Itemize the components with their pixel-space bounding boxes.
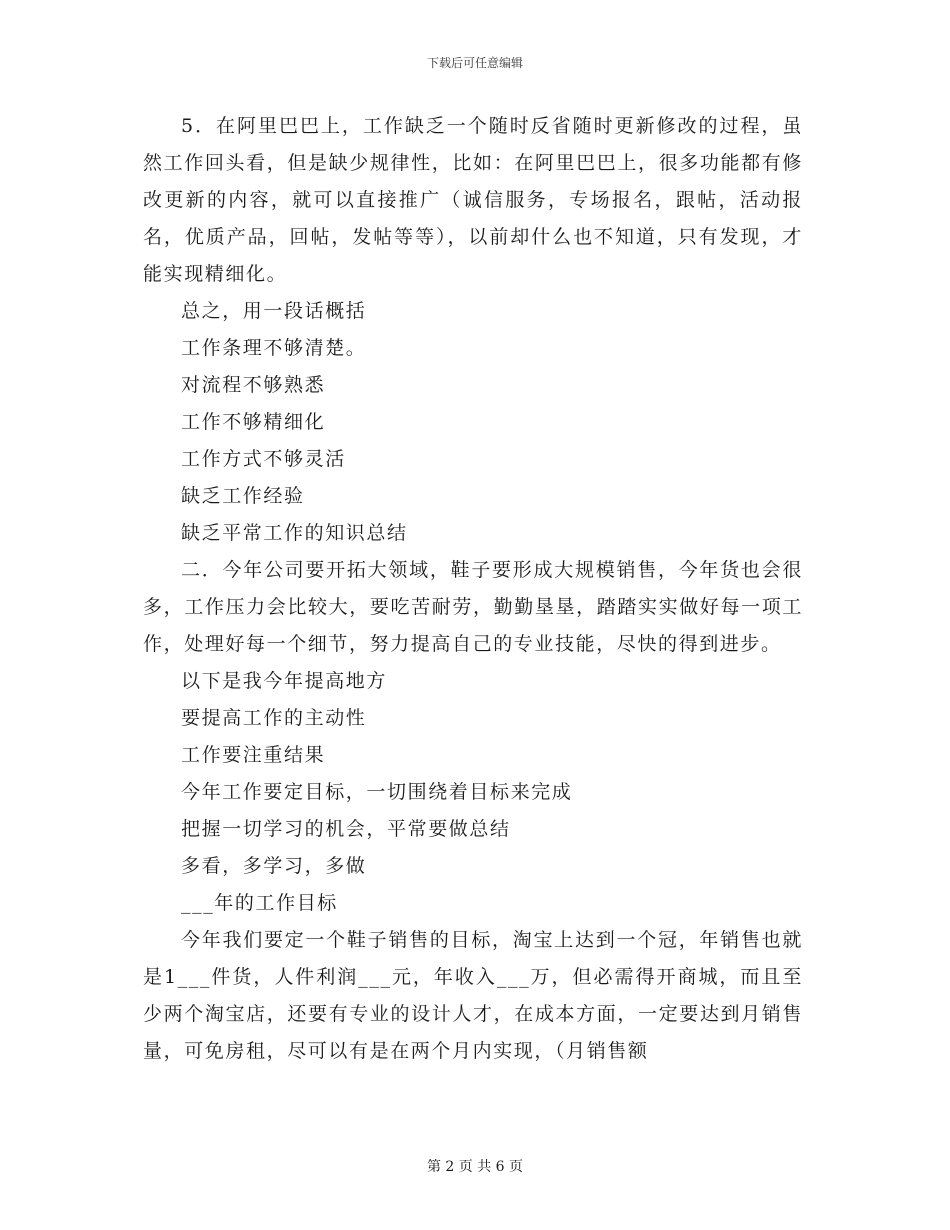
paragraph: 缺乏平常工作的知识总结: [181, 522, 408, 544]
paragraph: ___年的工作目标: [181, 892, 338, 914]
paragraph: 工作条理不够清楚。: [181, 337, 367, 359]
paragraph: 二．今年公司要开拓大领域，鞋子要形成大规模销售，今年货也会很多，工作压力会比较大，要吃苦耐劳，勤勤垦垦，踏踏实实做好每一项工作，处理好每一个细节，努力提高自己的专业技能，尽快的得到进步。: [143, 559, 803, 655]
paragraph: 以下是我今年提高地方: [181, 670, 388, 692]
paragraph: 今年我们要定一个鞋子销售的目标，淘宝上达到一个冠，年销售也就是1___件货，人件利润___元，年收入___万，但必需得开商城，而且至少两个淘宝店，还要有专业的设计人才，在成本方面，一定要达到月销售量，可免房租，尽可以有是在两个月内实现，（月销售额: [143, 929, 803, 1062]
paragraph: 对流程不够熟悉: [181, 374, 326, 396]
paragraph: 今年工作要定目标，一切围绕着目标来完成: [181, 781, 573, 803]
paragraph: 工作不够精细化: [181, 411, 326, 433]
page-header: 下载后可任意编辑: [426, 56, 523, 70]
paragraph: 5．在阿里巴巴上，工作缺乏一个随时反省随时更新修改的过程，虽然工作回头看，但是缺少规律性，比如：在阿里巴巴上，很多功能都有修改更新的内容，就可以直接推广（诚信服务，专场报名，跟帖，活动报名，优质产品，回帖，发帖等等），以前却什么也不知道，只有发现，才能实现精细化。: [143, 115, 803, 285]
paragraph: 多看，多学习，多做: [181, 855, 367, 877]
paragraph: 缺乏工作经验: [181, 485, 305, 507]
paragraph: 把握一切学习的机会，平常要做总结: [181, 818, 511, 840]
paragraph: 工作方式不够灵活: [181, 448, 346, 470]
paragraph: 要提高工作的主动性: [181, 707, 367, 729]
document-body: [143, 108, 803, 1070]
paragraph: 总之，用一段话概括: [181, 300, 367, 322]
page-number: 第 2 页 共 6 页: [426, 1159, 524, 1175]
paragraph: 工作要注重结果: [181, 744, 326, 766]
